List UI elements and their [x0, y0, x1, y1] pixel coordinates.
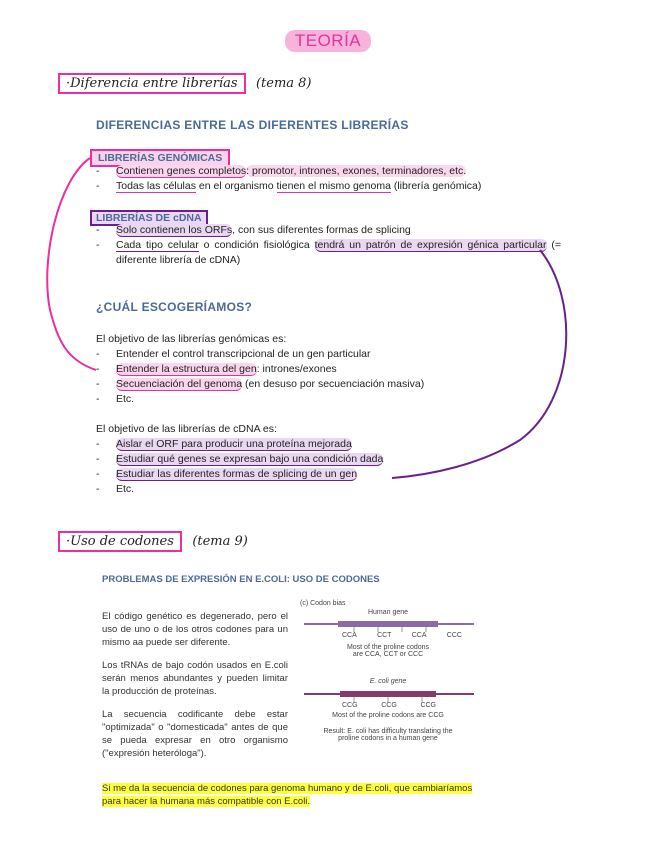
highlighted-question: Si me da la secuencia de codones para genoma humano y de E.coli, que cambiaríamos para hacer la humana más compatible con E.coli. [102, 783, 473, 807]
highlight-text: tienen el mismo genoma [276, 180, 391, 192]
paragraph: Los tRNAs de bajo codón usados en E.coli serán menos abundantes y pueden limitar la producción de proteínas. [102, 660, 288, 697]
codon-bias-figure [298, 600, 478, 750]
highlight-text: tendrá un patrón de expresión génica particular [314, 239, 547, 251]
codon: CCA [411, 632, 427, 639]
list-text: (= diferente librería de cDNA) [116, 239, 562, 266]
result-line: Result: E. coli has difficulty translating the [323, 728, 453, 735]
codon: CCG [342, 702, 358, 709]
list-text: (librería genómica) [390, 180, 482, 192]
human-gene-box [338, 621, 438, 627]
highlight-text: Contienen genes completos [116, 165, 247, 177]
genomic-heading-text: LIBRERÍAS GENÓMICAS [90, 149, 230, 167]
cdna-heading-text: LIBRERÍAS DE cDNA [90, 210, 208, 226]
ecoli-note: Most of the proline codons are CCG [332, 712, 444, 719]
section1-heading: DIFERENCIAS ENTRE LAS DIFERENTES LIBRERÍAS [96, 118, 409, 132]
figure-caption: (c) Codon bias [300, 600, 346, 607]
section2-tag: (tema 9) [192, 534, 248, 549]
highlight-text: Cada tipo celular [116, 239, 199, 251]
list-text: Etc. [116, 483, 135, 495]
human-gene-label: Human gene [367, 609, 409, 616]
paragraph: La secuencia codificante debe estar "optimizada" o "domesticada" antes de que se pueda expresar en otro organismo ("expresión heteróloga"). [102, 709, 288, 759]
highlight-text: Secuenciación del genoma [116, 378, 243, 390]
result-line: proline codons in a human gene [338, 735, 438, 742]
figure-result [298, 728, 478, 742]
pink-connector-curve [47, 158, 96, 370]
highlight-text: Estudiar las diferentes formas de splicing de un gen [116, 468, 358, 480]
human-codons [342, 632, 462, 639]
codon: CCA [342, 632, 357, 639]
section2-heading: PROBLEMAS DE EXPRESIÓN EN E.COLI: USO DE CODONES [102, 574, 380, 585]
list-text: Etc. [116, 393, 135, 405]
list-text: o condición fisiológica [198, 239, 315, 251]
list-text: (en desuso por secuenciación masiva) [242, 378, 425, 390]
purple-connector-curve [392, 250, 566, 478]
note-line: are CCA, CCT or CCC [352, 651, 424, 658]
list-text: : intrones/exones [256, 363, 337, 375]
highlight-text: Entender la estructura del gen [116, 363, 257, 375]
page-title-text: TEORÍA [285, 30, 371, 52]
list-text: Entender el control transcripcional de un gen particular [116, 348, 371, 360]
codon-text [102, 610, 288, 760]
codon: CCG [381, 702, 397, 709]
list-text: : promotor, intrones, exones, terminadores, etc. [246, 165, 467, 177]
codon: CCC [446, 632, 462, 639]
question-heading: ¿CUÁL ESCOGERÍAMOS? [96, 300, 253, 314]
highlight-text: Aislar el ORF para producir una proteína mejorada [116, 438, 352, 450]
list-text: , con sus diferentes formas de splicing [232, 224, 411, 236]
section1-label-text: ·Diferencia entre librerías [58, 73, 246, 94]
section2-label-text: ·Uso de codones [58, 531, 182, 552]
paragraph: El código genético es degenerado, pero el uso de uno o de los otros codones para un mismo aa puede ser diferente. [102, 611, 288, 648]
ecoli-codons [342, 702, 436, 709]
codon: CCT [377, 632, 392, 639]
section1-tag: (tema 8) [255, 76, 312, 91]
objectives-intro: El objetivo de las librerías genómicas es: [96, 333, 287, 345]
human-note [298, 644, 478, 658]
list-text: en el organismo [195, 180, 277, 192]
codon-question [102, 782, 482, 808]
highlight-text: Todas las células [116, 180, 196, 192]
ecoli-gene-label: E. coli gene [369, 678, 407, 685]
codon: CCG [420, 702, 436, 709]
highlight-text: Estudiar qué genes se expresan bajo una condición dada [116, 453, 384, 465]
note-line: Most of the proline codons [346, 644, 430, 651]
objectives-intro: El objetivo de las librerías de cDNA es: [96, 423, 277, 435]
section2-label [58, 532, 248, 550]
ecoli-gene-box [340, 691, 436, 697]
highlight-text: Solo contienen los ORFs [116, 224, 233, 236]
